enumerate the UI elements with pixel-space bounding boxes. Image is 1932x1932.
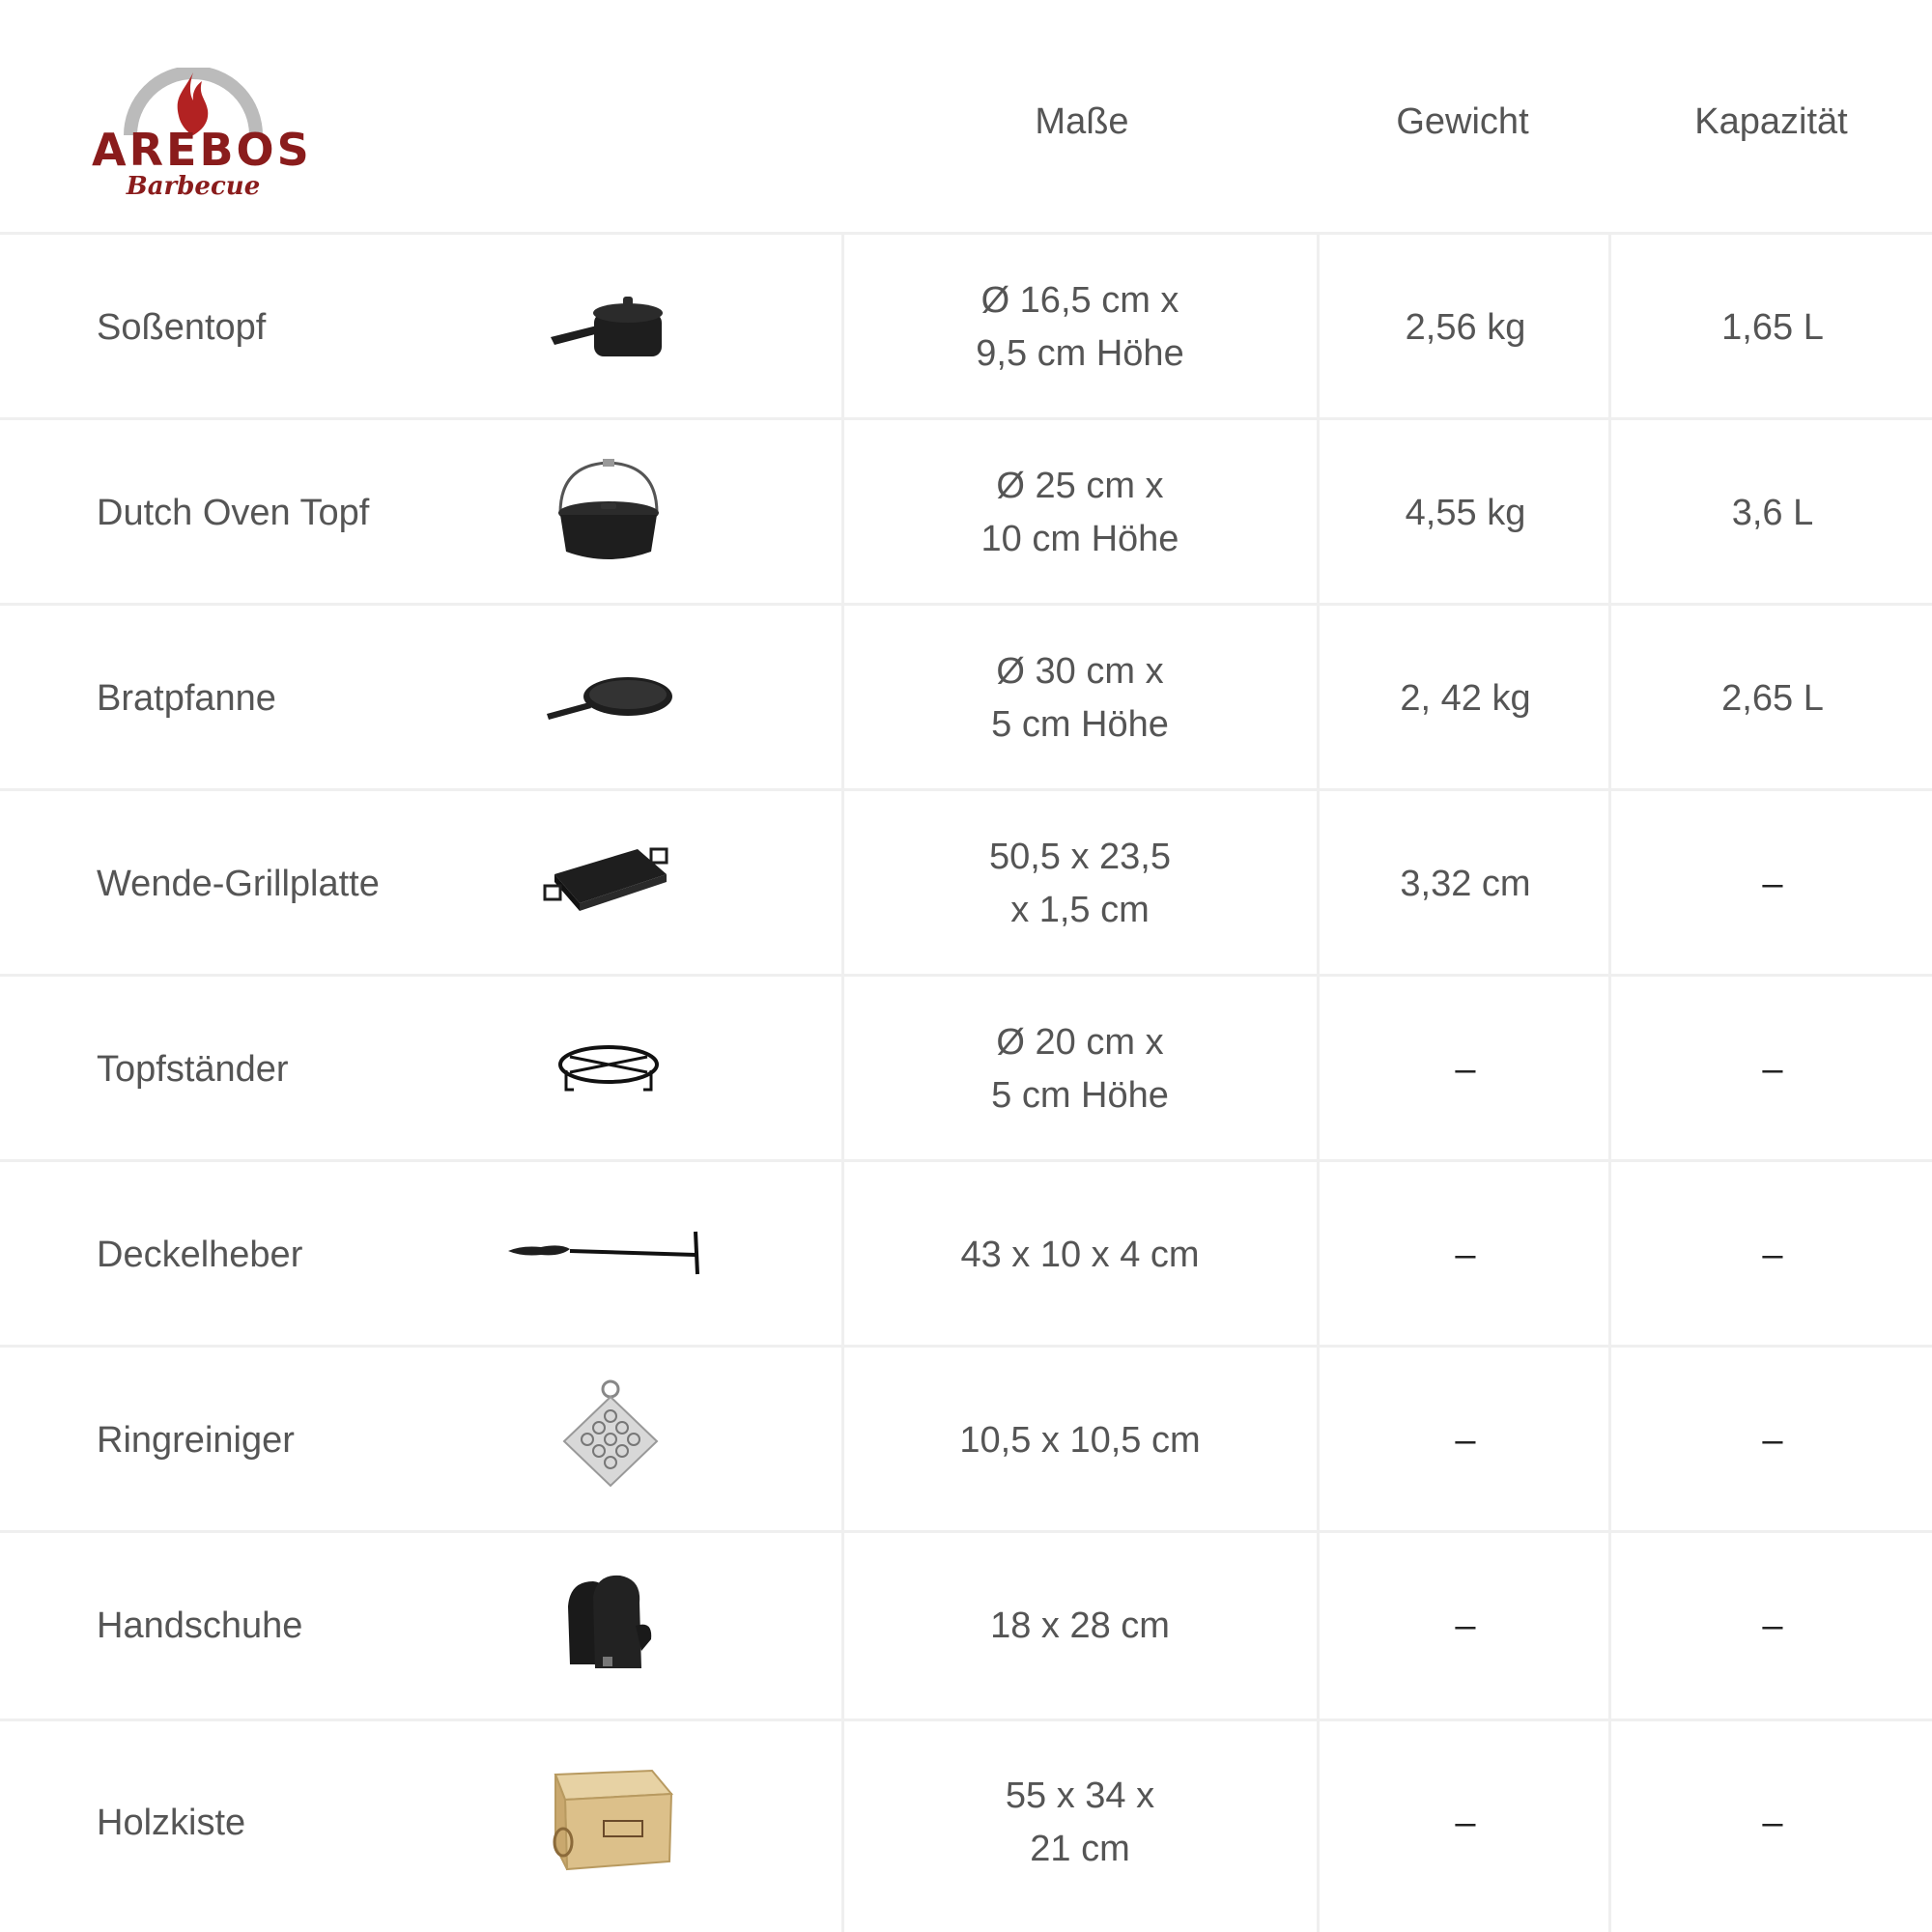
weight: – xyxy=(1455,1605,1476,1646)
weight: – xyxy=(1455,1802,1476,1843)
dimensions: 50,5 x 23,5 x 1,5 cm xyxy=(988,837,1172,930)
dimensions: 43 x 10 x 4 cm xyxy=(960,1234,1200,1275)
weight: – xyxy=(1455,1234,1476,1275)
header-masse: Maße xyxy=(1035,101,1129,142)
table-row xyxy=(0,606,1932,791)
lid-lifter-icon xyxy=(483,1162,734,1348)
capacity: – xyxy=(1762,1802,1783,1843)
capacity: – xyxy=(1762,1234,1783,1275)
product-name: Holzkiste xyxy=(97,1802,246,1843)
dimensions: Ø 30 cm x 5 cm Höhe xyxy=(991,651,1169,745)
dimensions: Ø 16,5 cm x 9,5 cm Höhe xyxy=(976,280,1184,374)
logo-subtitle: Barbecue xyxy=(126,172,261,201)
chainmail-scrubber-icon xyxy=(483,1348,734,1533)
weight: – xyxy=(1455,1048,1476,1090)
capacity: 1,65 L xyxy=(1721,306,1824,348)
saucepan-icon xyxy=(483,235,734,420)
table-row xyxy=(0,1348,1932,1533)
dutch-oven-icon xyxy=(483,420,734,606)
table-row xyxy=(0,1721,1932,1924)
table-row xyxy=(0,1162,1932,1348)
product-name: Wende-Grillplatte xyxy=(97,863,380,904)
arebos-logo xyxy=(92,60,312,201)
product-name: Dutch Oven Topf xyxy=(97,492,370,533)
product-name: Topfständer xyxy=(97,1048,289,1090)
table-row xyxy=(0,977,1932,1162)
product-name: Handschuhe xyxy=(97,1605,303,1646)
weight: 3,32 cm xyxy=(1400,863,1531,904)
product-name: Deckelheber xyxy=(97,1234,303,1275)
table-row xyxy=(0,235,1932,420)
weight: – xyxy=(1455,1419,1476,1461)
dimensions: 18 x 28 cm xyxy=(990,1605,1170,1646)
skillet-icon xyxy=(483,606,734,791)
table-row xyxy=(0,1533,1932,1719)
header-kapazitaet: Kapazität xyxy=(1694,101,1848,142)
product-name: Ringreiniger xyxy=(97,1419,295,1461)
oven-mitts-icon xyxy=(483,1533,734,1719)
weight: 4,55 kg xyxy=(1405,492,1526,533)
capacity: – xyxy=(1762,1605,1783,1646)
product-name: Bratpfanne xyxy=(97,677,276,719)
griddle-icon xyxy=(483,791,734,977)
header-gewicht: Gewicht xyxy=(1396,101,1529,142)
table-row xyxy=(0,791,1932,977)
table-row xyxy=(0,420,1932,606)
product-name: Soßentopf xyxy=(97,306,267,348)
capacity: – xyxy=(1762,1048,1783,1090)
capacity: – xyxy=(1762,863,1783,904)
dimensions: 10,5 x 10,5 cm xyxy=(959,1419,1201,1461)
dimensions: Ø 25 cm x 10 cm Höhe xyxy=(980,466,1179,559)
logo-brand: AREBOS xyxy=(92,124,312,176)
weight: 2, 42 kg xyxy=(1400,677,1531,719)
weight: 2,56 kg xyxy=(1405,306,1526,348)
capacity: – xyxy=(1762,1419,1783,1461)
dimensions: 55 x 34 x 21 cm xyxy=(1005,1776,1155,1869)
wooden-box-icon xyxy=(483,1721,734,1924)
dimensions: Ø 20 cm x 5 cm Höhe xyxy=(991,1022,1169,1116)
trivet-icon xyxy=(483,977,734,1162)
capacity: 2,65 L xyxy=(1721,677,1824,719)
capacity: 3,6 L xyxy=(1731,492,1814,533)
